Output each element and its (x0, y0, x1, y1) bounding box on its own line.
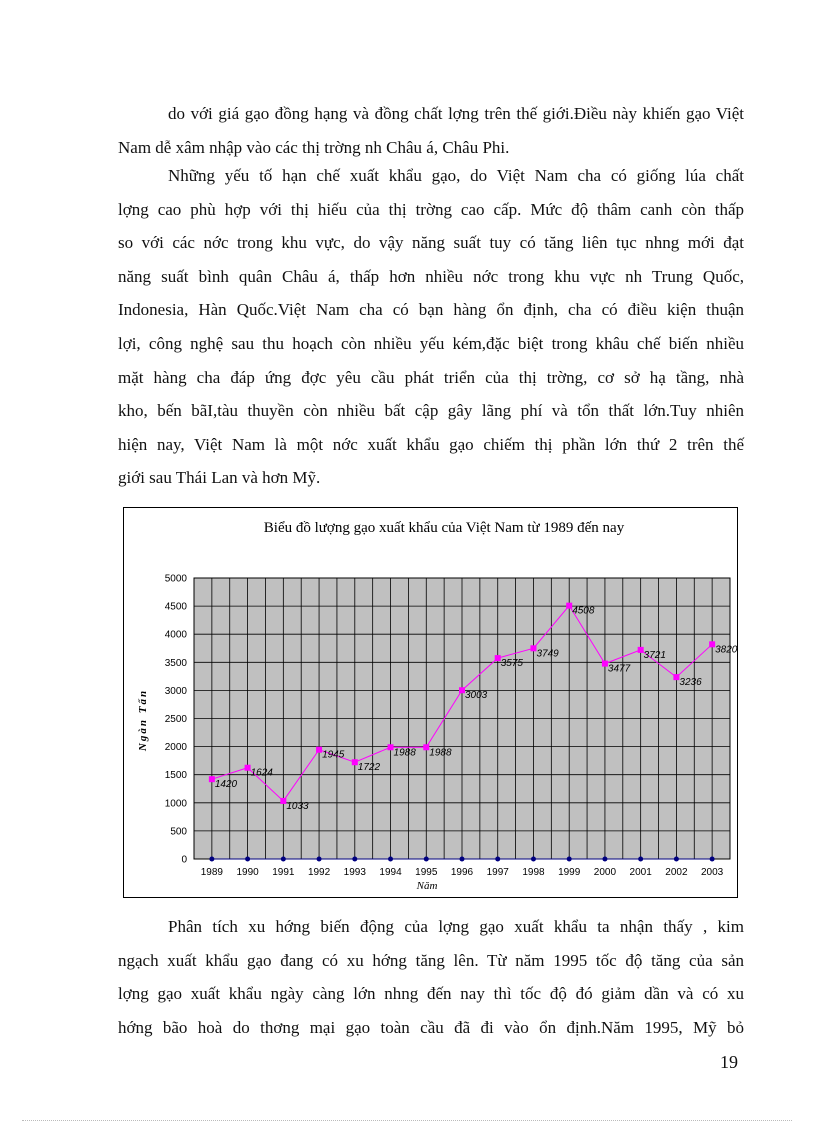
text-line: lợng cao phù hợp với thị hiếu của thị trờng cao cấp. Mức độ thâm canh còn thấp (118, 199, 744, 219)
data-point (352, 857, 357, 862)
data-label: 1624 (250, 767, 273, 779)
chart-svg (124, 508, 737, 897)
data-point (281, 857, 286, 862)
y-tick-label: 4000 (164, 629, 187, 641)
text-line: lợi, công nghệ sau thu hoạch còn nhiều yếu kém,đặc biệt trong khâu chế biến nhiều (118, 333, 744, 353)
data-point (245, 857, 250, 862)
text-line: năng suất bình quân Châu á, thấp hơn nhiều nớc trong khu vực nh Trung Quốc, (118, 266, 744, 286)
text-line: mặt hàng cha đáp ứng đợc yêu cầu phát triển của thị trờng, cơ sở hạ tầng, nhà (118, 367, 744, 387)
y-tick-label: 2500 (164, 714, 187, 725)
data-point (424, 857, 429, 862)
y-tick-label: 5000 (164, 573, 187, 585)
y-tick-label: 1000 (164, 798, 187, 810)
data-point (638, 857, 643, 862)
data-point (460, 857, 465, 862)
data-point (495, 857, 500, 862)
data-point (531, 857, 536, 862)
y-tick-label: 500 (170, 826, 187, 838)
x-tick-label: 1999 (558, 867, 581, 878)
y-tick-label: 2000 (164, 742, 187, 754)
x-tick-label: 2003 (701, 867, 724, 878)
data-point (602, 857, 607, 862)
data-point (317, 857, 322, 862)
x-tick-label: 1993 (343, 867, 366, 878)
data-label: 3749 (536, 648, 559, 660)
text-line: do với giá gạo đồng hạng và đồng chất lợng trên thế giới.Điều này khiến gạo Việt (168, 104, 744, 123)
x-axis-label: Năm (416, 880, 438, 892)
paragraph-3 (118, 910, 744, 1044)
text-line: Nam dễ xâm nhập vào các thị trờng nh Châu á, Châu Phi. (118, 137, 510, 157)
y-axis-label: Ngàn Tấn (137, 688, 149, 752)
y-tick-label: 1500 (164, 770, 187, 782)
y-tick-label: 3500 (164, 657, 187, 669)
data-point (388, 857, 393, 862)
x-tick-label: 2000 (593, 867, 617, 878)
x-tick-label: 1997 (486, 867, 509, 878)
text-line: so với các nớc trong khu vực, do vậy năng suất tuy có tăng liên tục nhng mới đạt (118, 233, 744, 253)
text-line: Indonesia, Hàn Quốc.Việt Nam cha có bạn hàng ổn định, cha có điều kiện thuận (118, 300, 744, 320)
data-point (710, 857, 715, 862)
text-line: kho, bến bãI,tàu thuyền còn nhiều bất cập gây lãng phí và tổn thất lớn.Tuy nhiên (118, 401, 744, 421)
data-label: 3236 (679, 677, 702, 689)
data-label: 4508 (572, 605, 595, 617)
text-line: hiện nay, Việt Nam là một nớc xuất khẩu gạo chiếm thị phần lớn thứ 2 trên thế (118, 434, 744, 454)
x-tick-label: 1996 (450, 867, 474, 878)
data-point (567, 857, 572, 862)
text-line: ngạch xuất khẩu gạo đang có xu hớng tăng lên. Từ năm 1995 tốc độ tăng của sản (118, 950, 744, 970)
text-line: lợng gạo xuất khẩu ngày càng lớn nhng đến nay thì tốc độ đó giảm dần và có xu (118, 984, 744, 1004)
chart-title: Biểu đồ lượng gạo xuất khẩu của Việt Nam từ 1989 đến nay (263, 520, 625, 536)
data-label: 3575 (500, 658, 523, 670)
data-point (209, 857, 214, 862)
data-label: 3003 (465, 690, 488, 702)
x-tick-label: 1991 (272, 867, 295, 878)
x-tick-label: 2001 (629, 867, 652, 878)
text-line: Những yếu tố hạn chế xuất khẩu gạo, do Việt Nam cha có giống lúa chất (168, 166, 744, 185)
data-label: 3721 (643, 649, 666, 661)
text-line: Phân tích xu hớng biến động của lợng gạo xuất khẩu ta nhận thấy , kim (168, 917, 744, 936)
data-label: 1420 (214, 779, 238, 791)
y-tick-label: 4500 (164, 601, 187, 613)
data-label: 1033 (286, 800, 309, 812)
paragraph-2 (118, 159, 744, 495)
data-label: 1988 (393, 747, 416, 759)
x-tick-label: 1990 (236, 867, 259, 878)
text-line: hớng bão hoà do thơng mại gạo toàn cầu đã đi vào ổn định.Năm 1995, Mỹ bỏ (118, 1017, 744, 1037)
data-label: 3477 (607, 663, 631, 675)
y-tick-label: 0 (181, 854, 187, 866)
x-tick-label: 1995 (415, 867, 438, 878)
x-tick-label: 1994 (379, 867, 402, 878)
data-label: 1722 (357, 762, 381, 774)
data-label: 1988 (429, 747, 452, 759)
data-label: 3820 (715, 644, 737, 656)
page-number: 19 (720, 1052, 738, 1072)
rice-export-chart (123, 507, 738, 898)
data-point (674, 857, 679, 862)
x-tick-label: 1989 (200, 867, 223, 878)
y-tick-label: 3000 (164, 685, 187, 697)
x-tick-label: 1992 (307, 867, 331, 878)
x-tick-label: 2002 (665, 867, 688, 878)
text-line: giới sau Thái Lan và hơn Mỹ. (118, 468, 321, 488)
x-tick-label: 1998 (522, 867, 545, 878)
paragraph-1 (118, 97, 744, 164)
page-bottom-rule (22, 1120, 792, 1121)
data-label: 1945 (322, 749, 345, 761)
